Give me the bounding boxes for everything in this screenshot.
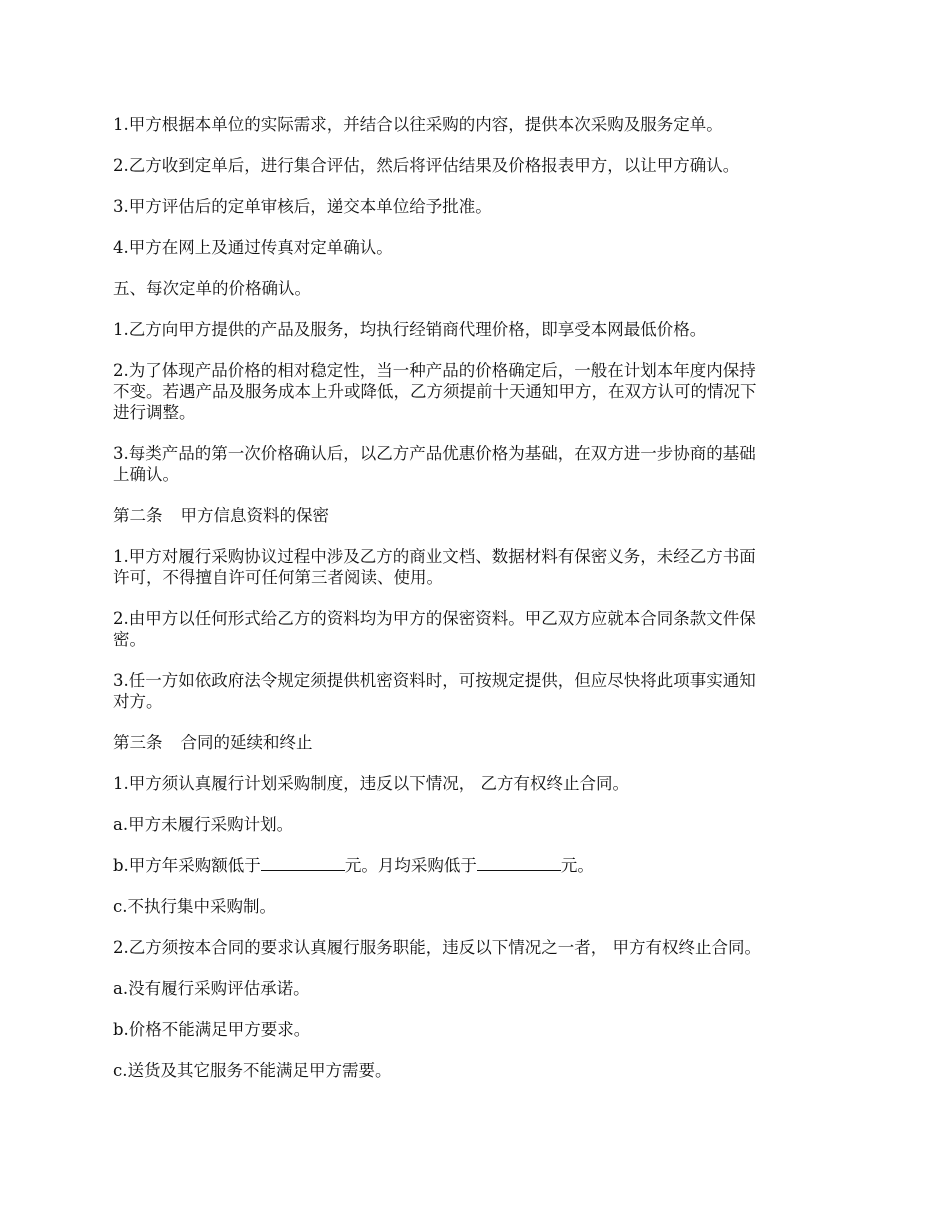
text-line: c.送货及其它服务不能满足甲方需要。 (113, 1061, 392, 1080)
paragraph (113, 443, 839, 485)
text-line: 五、每次定单的价格确认。 (113, 279, 311, 298)
text-line: 上确认。 (113, 465, 179, 484)
text-line: 2.为了体现产品价格的相对稳定性，当一种产品的价格确定后，一般在计划本年度内保持 (113, 361, 756, 380)
text-line: 2.乙方收到定单后，进行集合评估，然后将评估结果及价格报表甲方，以让甲方确认。 (113, 156, 740, 175)
text-line: 2.乙方须按本合同的要求认真履行服务职能，违反以下情况之一者， 甲方有权终止合同。 (113, 938, 761, 957)
text-line: 进行调整。 (113, 403, 196, 422)
article-title: 甲方信息资料的保密 (180, 506, 329, 525)
text-line: 对方。 (113, 692, 163, 711)
text-line: 不变。若遇产品及服务成本上升或降低，乙方须提前十天通知甲方，在双方认可的情况下 (113, 382, 757, 401)
paragraph (113, 360, 839, 423)
article-heading (113, 732, 839, 753)
paragraph (113, 237, 839, 258)
article-heading (113, 505, 839, 526)
document-body (113, 114, 839, 1101)
text-line: 1.甲方根据本单位的实际需求，并结合以往采购的内容，提供本次采购及服务定单。 (113, 115, 723, 134)
text-line: 1.甲方对履行采购协议过程中涉及乙方的商业文档、数据材料有保密义务，未经乙方书面 (113, 547, 756, 566)
text-line: 密。 (113, 630, 146, 649)
paragraph (113, 814, 839, 835)
paragraph (113, 978, 839, 999)
fill-in-blank[interactable] (261, 856, 345, 871)
text-segment: 元。月均采购低于 (344, 856, 477, 875)
text-line: b.价格不能满足甲方要求。 (113, 1020, 311, 1039)
paragraph (113, 773, 839, 794)
text-line: 3.每类产品的第一次价格确认后，以乙方产品优惠价格为基础，在双方进一步协商的基础 (113, 444, 756, 463)
paragraph (113, 1019, 839, 1040)
fill-in-blank[interactable] (477, 856, 561, 871)
paragraph (113, 937, 839, 958)
text-line: a.甲方未履行采购计划。 (113, 815, 294, 834)
paragraph (113, 155, 839, 176)
text-line: 1.甲方须认真履行计划采购制度，违反以下情况， 乙方有权终止合同。 (113, 774, 629, 793)
article-number: 第三条 (113, 733, 163, 752)
text-line: 1.乙方向甲方提供的产品及服务，均执行经销商代理价格，即享受本网最低价格。 (113, 320, 707, 339)
text-line: c.不执行集中采购制。 (113, 897, 276, 916)
text-line: 3.甲方评估后的定单审核后，递交本单位给予批准。 (113, 197, 492, 216)
paragraph (113, 546, 839, 588)
paragraph (113, 319, 839, 340)
text-line: a.没有履行采购评估承诺。 (113, 979, 310, 998)
paragraph (113, 670, 839, 712)
text-line: 2.由甲方以任何形式给乙方的资料均为甲方的保密资料。甲乙双方应就本合同条款文件保 (113, 609, 756, 628)
paragraph (113, 1060, 839, 1081)
text-line: 许可，不得擅自许可任何第三者阅读、使用。 (113, 568, 443, 587)
paragraph (113, 608, 839, 650)
text-segment: 元。 (560, 856, 594, 875)
paragraph (113, 196, 839, 217)
text-line: 4.甲方在网上及通过传真对定单确认。 (113, 238, 393, 257)
paragraph (113, 896, 839, 917)
section-heading (113, 278, 839, 299)
article-number: 第二条 (113, 506, 163, 525)
article-title: 合同的延续和终止 (180, 733, 313, 752)
text-segment: b.甲方年采购额低于 (113, 856, 261, 875)
text-line: 3.任一方如依政府法令规定须提供机密资料时，可按规定提供，但应尽快将此项事实通知 (113, 671, 756, 690)
paragraph (113, 855, 839, 876)
paragraph (113, 114, 839, 135)
